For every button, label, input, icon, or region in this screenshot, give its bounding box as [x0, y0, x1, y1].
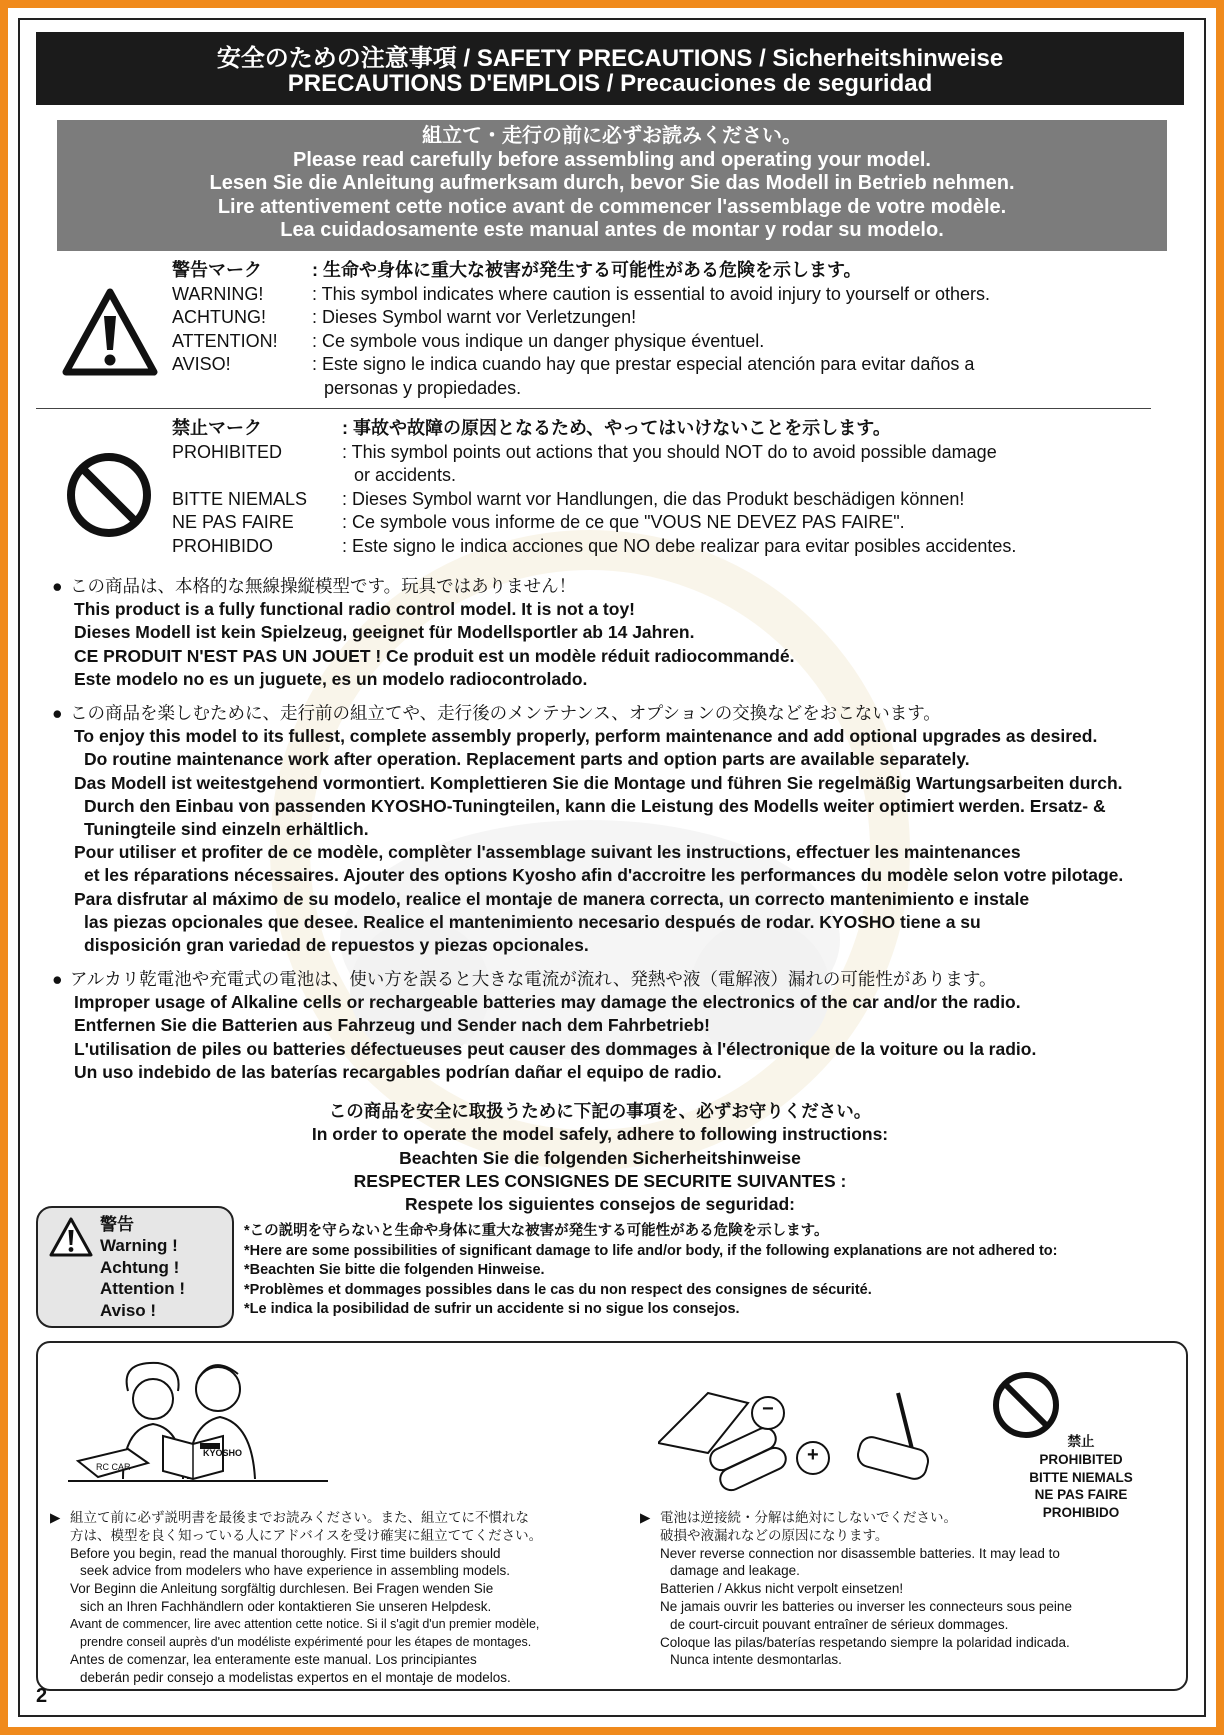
section-maintenance [52, 702, 1182, 957]
warning-label-es: AVISO! [172, 354, 231, 374]
section-batteries [52, 968, 1182, 1084]
intro-line: Lesen Sie die Anleitung aufmerksam durch, bevor Sie das Modell in Betrieb nehmen. [209, 172, 1015, 194]
manual-line: prendre conseil auprès d'un modéliste expérimenté pour les étapes de montages. [80, 1634, 532, 1649]
warning-desc-fr: : Ce symbole vous indique un danger physique éventuel. [312, 330, 765, 351]
battery-line: Coloque las pilas/baterías respetando siempre la polaridad indicada. [660, 1634, 1070, 1650]
section3-line-jp: アルカリ乾電池や充電式の電池は、使い方を誤ると大きな電流が流れ、発熱や液（電解液）漏れの可能性があります。 [70, 969, 997, 989]
section2-line: To enjoy this model to its fullest, complete assembly properly, perform maintenance and add optional upgrades as desired. [74, 726, 1098, 747]
manual-line: Avant de commencer, lire avec attention cette notice. Si il s'agit d'un premier modèle, [70, 1616, 540, 1631]
bullet-icon: ● [52, 703, 63, 723]
warning-note: *Beachten Sie bitte die folgenden Hinweise. [244, 1262, 545, 1278]
warning-desc-jp: : 生命や身体に重大な被害が発生する可能性がある危険を示します。 [312, 260, 862, 280]
battery-prohibited-labels [1016, 1433, 1146, 1522]
bullet-icon: ● [52, 969, 63, 989]
section3-line: Improper usage of Alkaline cells or rechargeable batteries may damage the electronics of the car and/or the radio. [74, 992, 1021, 1013]
warning-callout-en: Warning ! [100, 1236, 178, 1255]
battery-line: Batterien / Akkus nicht verpolt einsetzen! [660, 1581, 904, 1597]
adhere-line: Beachten Sie die folgenden Sicherheitshinweise [399, 1147, 801, 1168]
manual-line: Antes de comenzar, lea enteramente este manual. Los principiantes [70, 1652, 477, 1668]
manual-line: deberán pedir consejo a modelistas expertos en el montaje de modelos. [80, 1670, 511, 1686]
warning-callout-jp: 警告 [100, 1215, 134, 1234]
prohibited-label: 禁止 [1067, 1434, 1095, 1449]
page-number: 2 [36, 1685, 48, 1707]
section-divider [36, 408, 1151, 409]
section1-line: This product is a fully functional radio control model. It is not a toy! [74, 599, 635, 620]
prohibited-icon [990, 1369, 1062, 1441]
manual-line: Vor Beginn die Anleitung sorgfältig durchlesen. Bei Fragen wenden Sie [70, 1581, 494, 1597]
battery-line: Nunca intente desmontarlas. [670, 1652, 842, 1668]
manual-line: seek advice from modelers who have experience in assembling models. [80, 1563, 510, 1579]
warning-note: *この説明を守らないと生命や身体に重大な被害が発生する可能性がある危険を示します。 [244, 1223, 829, 1239]
battery-line: damage and leakage. [670, 1563, 800, 1579]
section2-line: Durch den Einbau von passenden KYOSHO-Tuningteilen, kann die Leistung des Modells weiter optimiert werden. Ersatz- & [84, 795, 1106, 816]
section3-line: Un uso indebido de las baterías recargables podrían dañar el equipo de radio. [74, 1061, 722, 1082]
battery-line: Never reverse connection nor disassemble batteries. It may lead to [660, 1545, 1060, 1561]
battery-illustration [658, 1383, 998, 1503]
battery-line: Ne jamais ouvrir les batteries ou inverser les connecteurs sous peine [660, 1599, 1072, 1614]
prohibited-label: BITTE NIEMALS [1029, 1469, 1133, 1485]
warning-note: *Problèmes et dommages possibles dans le cas du non respect des consignes de sécurité. [244, 1281, 872, 1298]
prohibited-desc-en: : This symbol points out actions that you should NOT do to avoid possible damage [342, 441, 997, 462]
section2-line-jp: この商品を楽しむために、走行前の組立てや、走行後のメンテナンス、オプションの交換などをおこないます。 [70, 703, 941, 723]
warning-triangle-icon [48, 1216, 94, 1258]
prohibited-icon [64, 450, 154, 540]
section1-line-jp: この商品は、本格的な無線操縦模型です。玩具ではありません！ [70, 576, 577, 596]
prohibited-label-es: PROHIBIDO [172, 535, 274, 556]
section2-line: Do routine maintenance work after operation. Replacement parts and option parts are available separately. [84, 749, 970, 770]
battery-line: 破損や液漏れなどの原因になります。 [660, 1527, 889, 1543]
warning-callout [36, 1206, 234, 1328]
intro-line: Lea cuidadosamente este manual antes de montar y rodar su modelo. [280, 219, 944, 241]
warning-desc-es: : Este signo le indica cuando hay que prestar especial atención para evitar daños a [312, 354, 975, 374]
prohibited-desc-fr: : Ce symbole vous informe de ce que "VOUS NE DEVEZ PAS FAIRE". [342, 512, 905, 532]
intro-notice [57, 120, 1167, 251]
prohibited-desc-de: : Dieses Symbol warnt vor Handlungen, die das Produkt beschädigen können! [342, 488, 965, 509]
section2-line: Para disfrutar al máximo de su modelo, realice el montaje de manera correcta, un correcto mantenimiento e instale [74, 888, 1030, 909]
warning-notes [244, 1222, 1057, 1320]
prohibited-desc-en-cont: or accidents. [354, 465, 457, 485]
people-reading-manual-illustration [68, 1351, 328, 1499]
section1-line: Este modelo no es un juguete, es un modelo radiocontrolado. [74, 668, 588, 689]
section3-line: Entfernen Sie die Batterien aus Fahrzeug und Sender nach dem Fahrbetrieb! [74, 1015, 710, 1036]
prohibited-label: NE PAS FAIRE [1034, 1487, 1128, 1503]
section1-line: CE PRODUIT N'EST PAS UN JOUET ! Ce produit est un modèle réduit radiocommandé. [74, 645, 795, 666]
arrow-right-icon: ▶ [640, 1510, 651, 1525]
warning-triangle-icon [60, 286, 160, 378]
adhere-line: Respete los siguientes consejos de seguridad: [405, 1194, 795, 1215]
rc-box-label: RC CAR [96, 1462, 131, 1472]
warning-label-fr: ATTENTION! [172, 330, 278, 351]
intro-line: Please read carefully before assembling and operating your model. [293, 148, 931, 171]
manual-line: Before you begin, read the manual thoroughly. First time builders should [70, 1545, 501, 1561]
prohibited-desc-es: : Este signo le indica acciones que NO debe realizar para evitar posibles accidentes. [342, 535, 1017, 556]
warning-callout-fr: Attention ! [100, 1279, 185, 1298]
warning-label-en: WARNING! [172, 283, 264, 304]
warning-callout-es: Aviso ! [100, 1300, 157, 1320]
manual-line: 組立て前に必ず説明書を最後までお読みください。また、組立てに不慣れな [70, 1510, 529, 1525]
warning-desc-es-cont: personas y propiedades. [324, 377, 522, 398]
minus-sign: − [762, 1398, 774, 1420]
warning-label-jp: 警告マーク [172, 260, 262, 280]
warning-desc-de: : Dieses Symbol warnt vor Verletzungen! [312, 307, 637, 327]
intro-line: Lire attentivement cette notice avant de commencer l'assemblage de votre modèle. [217, 195, 1007, 218]
prohibited-label: PROHIBITED [1039, 1451, 1123, 1467]
section-not-a-toy [52, 575, 1182, 691]
intro-line: 組立て・走行の前に必ずお読みください。 [422, 125, 802, 147]
section2-line: disposición gran variedad de repuestos y piezas opcionales. [84, 935, 589, 956]
section2-line: Pour utiliser et profiter de ce modèle, complèter l'assemblage suivant les instructions, effectuer les maintenances [74, 842, 1021, 863]
arrow-right-icon: ▶ [50, 1510, 61, 1525]
prohibited-label-fr: NE PAS FAIRE [172, 512, 294, 532]
title-line-1: 安全のための注意事項 / SAFETY PRECAUTIONS / Sicherheitshinweise [216, 45, 1004, 72]
warning-desc-en: : This symbol indicates where caution is essential to avoid injury to yourself or others. [312, 283, 990, 304]
section2-line: et les réparations nécessaires. Ajouter des options Kyosho afin d'accroitre les performances du modèle selon votre pilotage. [84, 865, 1124, 886]
bullet-icon: ● [52, 576, 63, 596]
battery-line: 電池は逆接続・分解は絶対にしないでください。 [660, 1510, 957, 1525]
prohibited-label-en: PROHIBITED [172, 441, 283, 462]
manual-line: 方は、模型を良く知っている人にアドバイスを受け確実に組立ててください。 [70, 1527, 543, 1543]
section2-line: Tuningteile sind einzeln erhältlich. [84, 819, 369, 840]
title-line-2: PRECAUTIONS D'EMPLOIS / Precauciones de seguridad [287, 70, 933, 97]
adhere-line: この商品を安全に取扱うために下記の事項を、必ずお守りください。 [328, 1101, 872, 1121]
section2-line: Das Modell ist weitestgehend vormontiert. Komplettieren Sie die Montage und führen Sie regelmäßig Wartungsarbeiten durch. [74, 772, 1123, 793]
warning-label-de: ACHTUNG! [172, 307, 266, 327]
adhere-line: RESPECTER LES CONSIGNES DE SECURITE SUIVANTES : [353, 1170, 847, 1191]
prohibited-desc-jp: : 事故や故障の原因となるため、やってはいけないことを示します。 [342, 418, 891, 438]
adhere-line: In order to operate the model safely, adhere to following instructions: [311, 1124, 889, 1145]
warning-note: *Le indica la posibilidad de sufrir un accidente si no sigue los consejos. [244, 1301, 740, 1317]
title-bar [36, 32, 1184, 105]
manual-cover-label: KYOSHO [203, 1448, 243, 1458]
adhere-instructions [100, 1100, 1100, 1216]
battery-line: de court-circuit pouvant entraîner de sérieux dommages. [670, 1616, 1009, 1632]
plus-sign: + [807, 1444, 819, 1466]
section2-line: las piezas opcionales que desee. Realice el mantenimiento necesario después de rodar. KYOSHO tiene a su [84, 911, 981, 932]
section1-line: Dieses Modell ist kein Spielzeug, geeignet für Modellsportler ab 14 Jahren. [74, 622, 695, 643]
warning-note: *Here are some possibilities of significant damage to life and/or body, if the following explanations are not adhered to: [244, 1242, 1058, 1259]
prohibited-label: PROHIBIDO [1042, 1505, 1120, 1521]
warning-callout-de: Achtung ! [100, 1257, 180, 1277]
manual-line: sich an Ihren Fachhändlern oder kontaktieren Sie unseren Helpdesk. [80, 1599, 492, 1614]
prohibited-label-jp: 禁止マーク [172, 418, 262, 438]
instructions-illustration-box [36, 1341, 1188, 1691]
prohibited-label-de: BITTE NIEMALS [172, 488, 308, 509]
section3-line: L'utilisation de piles ou batteries défectueuses peut causer des dommages à l'électronique de la voiture ou la radio. [74, 1038, 1037, 1059]
